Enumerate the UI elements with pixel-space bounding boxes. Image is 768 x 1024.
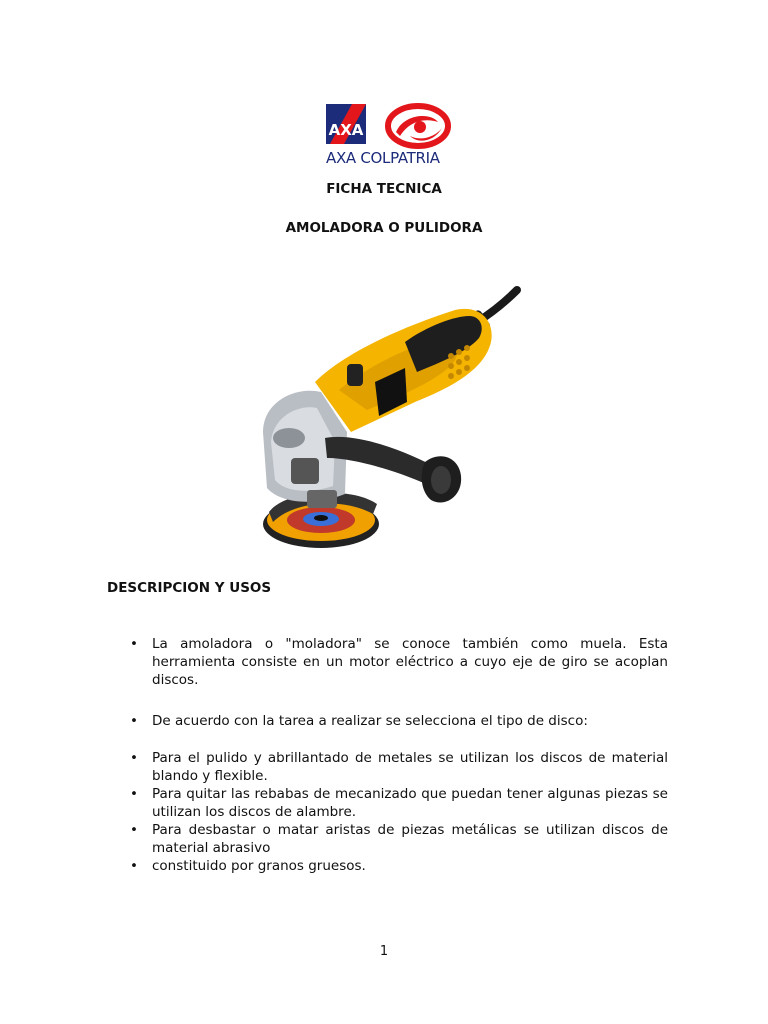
angle-grinder-image (255, 282, 521, 554)
disc-types-list (128, 749, 668, 875)
svg-text:AXA: AXA (328, 121, 364, 139)
bullet-icon: • (130, 713, 138, 729)
list-item: • De acuerdo con la tarea a realizar se selecciona el tipo de disco: (130, 713, 588, 729)
bullet-icon: • (130, 822, 138, 838)
list-item: • Para el pulido y abrillantado de metales se utilizan los discos de material blando y flexible. (130, 750, 668, 784)
list-item: • constituido por granos gruesos. (130, 858, 366, 874)
description-list-1 (128, 635, 668, 689)
axa-colpatria-logo (326, 102, 452, 170)
list-item: • Para quitar las rebabas de mecanizado que puedan tener algunas piezas se utilizan los discos de alambre. (130, 786, 668, 820)
logo-brand-text: AXA COLPATRIA (326, 149, 440, 167)
document-subtitle: AMOLADORA O PULIDORA (285, 220, 483, 236)
list-item: • La amoladora o "moladora" se conoce también como muela. Esta herramienta consiste en un motor eléctrico a cuyo eje de giro se acoplan discos. (130, 636, 668, 688)
bullet-icon: • (130, 750, 138, 766)
section-heading: DESCRIPCION Y USOS (107, 580, 272, 596)
list-item: • Para desbastar o matar aristas de piezas metálicas se utilizan discos de material abrasivo (130, 822, 668, 856)
document-title: FICHA TECNICA (326, 181, 442, 197)
description-list-2 (128, 712, 668, 730)
bullet-icon: • (130, 786, 138, 802)
axa-colpatria-emblem (326, 102, 452, 150)
bullet-icon: • (130, 858, 138, 874)
page-number: 1 (379, 944, 389, 959)
bullet-icon: • (130, 636, 138, 652)
